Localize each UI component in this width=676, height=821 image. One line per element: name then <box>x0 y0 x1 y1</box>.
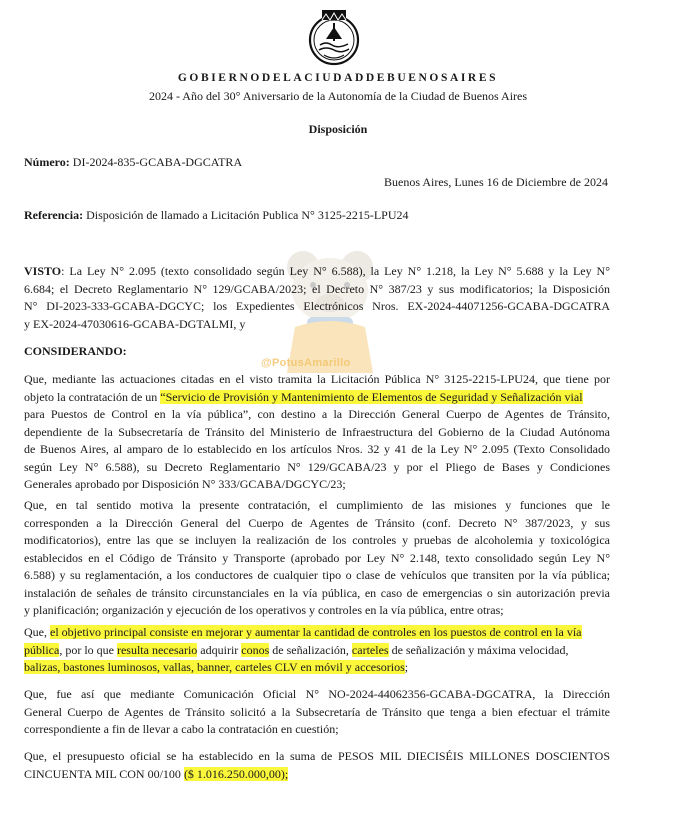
highlight: carteles <box>351 642 389 657</box>
number-value: DI-2024-835-GCABA-DGCATRA <box>72 155 243 169</box>
visto-paragraph <box>24 263 610 333</box>
reference-label: Referencia: <box>24 208 84 222</box>
highlight: ($ 1.016.250.000,00); <box>183 766 289 781</box>
year-motto: 2024 - Año del 30° Aniversario de la Autonomía de la Ciudad de Buenos Aires <box>148 89 528 103</box>
considerando-paragraph-2: Que, en tal sentido motiva la presente contratación, el cumplimiento de las misiones y funciones que le corresponden a la Dirección General del Cuerpo de Agentes de Tránsito (conf. Decreto N° 387/2023, y sus modificatorios), entre las que se incluyen la realización de los controles y pruebas de alcoholemia y toxicológica establecidos en el Código de Tránsito y Transporte (aprobado por Ley N° 2.148, texto consolidado según Ley N° 6.588) y su reglamentación, a los conductores de cualquier tipo o clase de vehículos que transiten por la vía pública; instalación de señales de tránsito circunstanciales en la vía pública, en caso de emergencias o sin autorización previa y planificación; organización y ejecución de los operativos y controles en la vía pública, entre otras; <box>24 498 610 617</box>
highlight: resulta necesario <box>116 642 198 657</box>
place-date: Buenos Aires, Lunes 16 de Diciembre de 2024 <box>384 175 608 189</box>
watermark-text: @PotusAmarillo <box>261 357 351 369</box>
visto-line: 6.684; el Decreto Reglamentario N° 129/GCABA/2023; el Decreto N° 387/23 y sus modificatorios; la Disposición <box>24 281 610 296</box>
visto-line: y EX-2024-47030616-GCABA-DGTALMI, y <box>24 316 246 331</box>
considerando-paragraph-3: Que, el objetivo principal consiste en mejorar y aumentar la cantidad de controles en los puestos de control en la vía pública, por lo que resulta necesario adquirir conos de señalización, carteles de señalización y máxima velocidad, balizas, bastones luminosos, vallas, banner, carteles CLV en móvil y accesorios; <box>24 625 582 674</box>
highlight: balizas, bastones luminosos, vallas, banner, carteles CLV en móvil y accesorios <box>24 660 405 674</box>
visto-line: N° DI-2023-333-GCABA-DGCYC; los Expedientes Electrónicos Nros. EX-2024-44071256-GCABA-DGCATRA <box>24 299 610 313</box>
highlight: el objetivo principal consiste en mejorar y aumentar la cantidad de controles en los puestos de control en la vía <box>50 625 582 639</box>
reference-value: Disposición de llamado a Licitación Publica N° 3125-2215-LPU24 <box>86 208 409 222</box>
highlight: “Servicio de Provisión y Mantenimiento de Elementos de Seguridad y Señalización vial <box>160 389 583 404</box>
reference <box>24 208 409 223</box>
highlight: conos <box>241 642 270 657</box>
visto-line: VISTO: La Ley N° 2.095 (texto consolidado según Ley N° 6.588), la Ley N° 1.218, la Ley N° 5.688 y la Ley N° <box>24 264 610 278</box>
considerando-paragraph-5: Que, el presupuesto oficial se ha establecido en la suma de PESOS MIL DIECISÉIS MILLONES DOSCIENTOS CINCUENTA MIL CON 00/100 ($ 1.016.250.000,00); <box>24 749 610 781</box>
considerando-heading: CONSIDERANDO: <box>24 344 127 358</box>
considerando-paragraph-1: Que, mediante las actuaciones citadas en el visto tramita la Licitación Pública N° 3125-2215-LPU24, que tiene por objeto la contratación de un “Servicio de Provisión y Mantenimiento de Elementos de Seguridad y Señalización vial para Puestos de Control en la vía pública”, con destino a la Dirección General Cuerpo de Agentes de Tránsito, dependiente de la Subsecretaría de Tránsito del Ministerio de Infraestructura del Gobierno de la Ciudad Autónoma de Buenos Aires, al amparo de lo establecido en los artículos Nros. 32 y 41 de la Ley N° 2.095 (Texto Consolidado según Ley N° 6.588), su Decreto Reglamentario N° 129/GCABA/23 y por el Pliego de Bases y Condiciones Generales aprobado por Disposición N° 333/GCABA/DGCYC/23; <box>24 372 610 491</box>
city-coat-of-arms-icon <box>308 9 360 66</box>
document-type: Disposición <box>308 122 368 136</box>
visto-label: VISTO <box>24 264 62 278</box>
document-number <box>24 155 242 170</box>
considerando-paragraph-4: Que, fue así que mediante Comunicación Oficial N° NO-2024-44062356-GCABA-DGCATRA, la Dirección General Cuerpo de Agentes de Tránsito solicitó a la Subsecretaría de Tránsito que tenga a bien efectuar el trámite correspondiente a fin de llevar a cabo la contratación en cuestión; <box>24 687 610 736</box>
highlight: pública <box>24 642 60 657</box>
number-label: Número: <box>24 155 70 169</box>
government-name: GOBIERNODELACIUDADDEBUENOSAIRES <box>177 72 499 84</box>
